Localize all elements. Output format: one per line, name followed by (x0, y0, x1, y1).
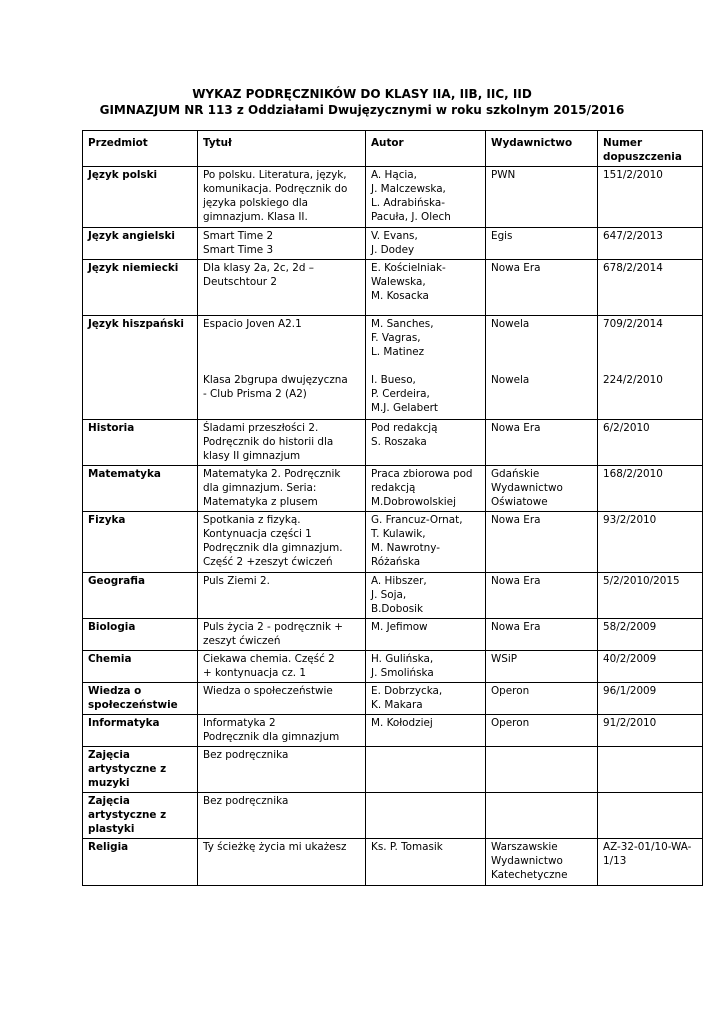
cell-text-line: 58/2/2009 (603, 621, 657, 633)
author-cell (366, 420, 486, 466)
cell-text-line: S. Roszaka (371, 436, 427, 448)
publisher-cell (486, 167, 598, 228)
table-row (83, 715, 703, 747)
cell-text-line: 6/2/2010 (603, 422, 650, 434)
publisher-cell (486, 316, 598, 420)
cell-spacer (491, 345, 592, 359)
cell-text-line: J. Dodey (371, 244, 415, 256)
cell-text-line: Matematyka (88, 468, 161, 480)
cell-text-line: P. Cerdeira, (371, 388, 430, 400)
cell-text-line: 5/2/2010/2015 (603, 575, 680, 587)
title-cell (198, 260, 366, 316)
author-cell (366, 573, 486, 619)
cell-text-line: Klasa 2bgrupa dwujęzyczna (203, 374, 348, 386)
cell-text-line: H. Gulińska, (371, 653, 434, 665)
header-author: Autor (366, 131, 486, 167)
header-approval-number (598, 131, 703, 167)
title-cell (198, 228, 366, 260)
cell-text-line: 91/2/2010 (603, 717, 657, 729)
cell-text-line: 678/2/2014 (603, 262, 663, 274)
cell-text-line: F. Vagras, (371, 332, 421, 344)
cell-text-line: społeczeństwie (88, 699, 178, 711)
cell-text-line: A. Hibszer, (371, 575, 427, 587)
subject-cell (83, 715, 198, 747)
publisher-cell (486, 715, 598, 747)
cell-text-line: Puls życia 2 - podręcznik + (203, 621, 343, 633)
table-row (83, 228, 703, 260)
cell-text-line: Po polsku. Literatura, język, (203, 169, 347, 181)
table-row (83, 573, 703, 619)
subject-cell (83, 228, 198, 260)
cell-text-line: zeszyt ćwiczeń (203, 635, 281, 647)
cell-text-line: M. Kołodziej (371, 717, 433, 729)
header-publisher: Wydawnictwo (486, 131, 598, 167)
cell-text-line: L. Matinez (371, 346, 425, 358)
cell-text-line: dla gimnazjum. Seria: (203, 482, 317, 494)
publisher-cell (486, 793, 598, 839)
table-header-row (83, 131, 703, 167)
publisher-cell (486, 683, 598, 715)
cell-text-line: klasy II gimnazjum (203, 450, 301, 462)
cell-text-line: 93/2/2010 (603, 514, 657, 526)
cell-text-line: Wiedza o (88, 685, 142, 697)
subject-cell (83, 512, 198, 573)
cell-text-line: artystyczne z (88, 809, 167, 821)
cell-text-line: Operon (491, 717, 530, 729)
document-title-line-2: GIMNAZJUM NR 113 z Oddziałami Dwujęzycznymi w roku szkolnym 2015/2016 (99, 103, 625, 117)
title-cell (198, 793, 366, 839)
cell-text-line: G. Francuz-Ornat, (371, 514, 463, 526)
table-row (83, 747, 703, 793)
cell-text-line: Nowela (491, 374, 530, 386)
title-cell (198, 420, 366, 466)
cell-text-line: Zajęcia (88, 795, 130, 807)
table-row (83, 420, 703, 466)
author-cell (366, 316, 486, 420)
title-cell (198, 651, 366, 683)
cell-spacer (603, 359, 697, 373)
approval-number-cell (598, 167, 703, 228)
subject-cell (83, 167, 198, 228)
publisher-cell (486, 512, 598, 573)
publisher-cell (486, 573, 598, 619)
table-row (83, 619, 703, 651)
approval-number-cell (598, 747, 703, 793)
cell-spacer (203, 331, 360, 345)
author-cell (366, 619, 486, 651)
author-cell (366, 167, 486, 228)
cell-text-line: Wydawnictwo (491, 855, 563, 867)
title-cell (198, 316, 366, 420)
cell-text-line: Informatyka (88, 717, 160, 729)
cell-text-line: Warszawskie (491, 841, 558, 853)
cell-text-line: Język polski (88, 169, 158, 181)
cell-text-line: 709/2/2014 (603, 318, 663, 330)
cell-text-line: M.J. Gelabert (371, 402, 438, 414)
document-title-line-1: WYKAZ PODRĘCZNIKÓW DO KLASY IIA, IIB, IIC, IID (192, 87, 532, 101)
cell-spacer (203, 345, 360, 359)
cell-text-line: Egis (491, 230, 513, 242)
table-row (83, 839, 703, 886)
cell-text-line: M. Kosacka (371, 290, 429, 302)
cell-text-line: M. Sanches, (371, 318, 434, 330)
cell-text-line: Język hiszpański (88, 318, 184, 330)
cell-text-line: T. Kulawik, (371, 528, 426, 540)
publisher-cell (486, 228, 598, 260)
publisher-cell (486, 651, 598, 683)
approval-number-cell (598, 420, 703, 466)
subject-cell (83, 747, 198, 793)
cell-text-line: E. Kościelniak- (371, 262, 446, 274)
cell-spacer (603, 331, 697, 345)
cell-text-line: Język angielski (88, 230, 175, 242)
title-cell (198, 573, 366, 619)
approval-number-cell (598, 228, 703, 260)
approval-number-cell (598, 793, 703, 839)
cell-text-line: Nowa Era (491, 422, 541, 434)
cell-text-line: Espacio Joven A2.1 (203, 318, 302, 330)
approval-number-cell (598, 651, 703, 683)
title-cell (198, 619, 366, 651)
cell-text-line: gimnazjum. Klasa II. (203, 211, 308, 223)
cell-text-line: M. Jefimow (371, 621, 428, 633)
cell-text-line: Praca zbiorowa pod (371, 468, 473, 480)
cell-text-line: Podręcznik do historii dla (203, 436, 334, 448)
cell-text-line: Różańska (371, 556, 421, 568)
title-cell (198, 167, 366, 228)
cell-text-line: Nowa Era (491, 262, 541, 274)
cell-text-line: Smart Time 3 (203, 244, 274, 256)
cell-text-line: Biologia (88, 621, 136, 633)
cell-text-line: Język niemiecki (88, 262, 179, 274)
subject-cell (83, 651, 198, 683)
author-cell (366, 793, 486, 839)
cell-text-line: L. Adrabińska- (371, 197, 445, 209)
subject-cell (83, 260, 198, 316)
header-approval-number-line: dopuszczenia (603, 151, 682, 163)
cell-text-line: Deutschtour 2 (203, 276, 277, 288)
cell-text-line: Operon (491, 685, 530, 697)
cell-text-line: Pod redakcją (371, 422, 438, 434)
author-cell (366, 747, 486, 793)
title-cell (198, 715, 366, 747)
approval-number-cell (598, 715, 703, 747)
approval-number-cell (598, 316, 703, 420)
table-row (83, 466, 703, 512)
cell-text-line: 1/13 (603, 855, 627, 867)
header-approval-number-line: Numer (603, 137, 643, 149)
cell-text-line: Podręcznik dla gimnazjum. (203, 542, 343, 554)
approval-number-cell (598, 260, 703, 316)
publisher-cell (486, 747, 598, 793)
cell-text-line: muzyki (88, 777, 130, 789)
table-row (83, 651, 703, 683)
cell-spacer (603, 345, 697, 359)
author-cell (366, 260, 486, 316)
cell-spacer (203, 359, 360, 373)
cell-text-line: Część 2 +zeszyt ćwiczeń (203, 556, 333, 568)
cell-text-line: Oświatowe (491, 496, 548, 508)
cell-text-line: Bez podręcznika (203, 795, 289, 807)
subject-cell (83, 683, 198, 715)
cell-text-line: 224/2/2010 (603, 374, 663, 386)
cell-text-line: V. Evans, (371, 230, 418, 242)
cell-text-line: M. Nawrotny- (371, 542, 440, 554)
cell-text-line: Religia (88, 841, 129, 853)
table-row (83, 683, 703, 715)
cell-text-line: Matematyka z plusem (203, 496, 318, 508)
author-cell (366, 466, 486, 512)
cell-text-line: artystyczne z (88, 763, 167, 775)
subject-cell (83, 420, 198, 466)
approval-number-cell (598, 683, 703, 715)
approval-number-cell (598, 619, 703, 651)
cell-text-line: Smart Time 2 (203, 230, 274, 242)
cell-text-line: Ks. P. Tomasik (371, 841, 443, 853)
table-row (83, 793, 703, 839)
cell-text-line: Historia (88, 422, 135, 434)
title-cell (198, 466, 366, 512)
cell-text-line: plastyki (88, 823, 135, 835)
publisher-cell (486, 466, 598, 512)
cell-text-line: Informatyka 2 (203, 717, 276, 729)
cell-text-line: WSiP (491, 653, 518, 665)
approval-number-cell (598, 839, 703, 886)
cell-text-line: 168/2/2010 (603, 468, 663, 480)
cell-text-line: Zajęcia (88, 749, 130, 761)
title-cell (198, 839, 366, 886)
cell-text-line: Dla klasy 2a, 2c, 2d – (203, 262, 314, 274)
cell-text-line: Chemia (88, 653, 132, 665)
cell-text-line: 40/2/2009 (603, 653, 657, 665)
title-cell (198, 512, 366, 573)
cell-text-line: J. Malczewska, (371, 183, 446, 195)
cell-text-line: 647/2/2013 (603, 230, 663, 242)
approval-number-cell (598, 512, 703, 573)
table-row (83, 512, 703, 573)
cell-text-line: B.Dobosik (371, 603, 424, 615)
table-row (83, 316, 703, 420)
cell-text-line: Walewska, (371, 276, 426, 288)
author-cell (366, 683, 486, 715)
header-subject: Przedmiot (83, 131, 198, 167)
cell-text-line: 96/1/2009 (603, 685, 657, 697)
publisher-cell (486, 420, 598, 466)
cell-spacer (491, 359, 592, 373)
cell-text-line: Bez podręcznika (203, 749, 289, 761)
subject-cell (83, 619, 198, 651)
cell-text-line: E. Dobrzycka, (371, 685, 443, 697)
cell-text-line: redakcją (371, 482, 416, 494)
cell-text-line: Geografia (88, 575, 146, 587)
cell-text-line: PWN (491, 169, 516, 181)
table-row (83, 167, 703, 228)
subject-cell (83, 573, 198, 619)
cell-text-line: języka polskiego dla (203, 197, 309, 209)
approval-number-cell (598, 573, 703, 619)
cell-text-line: Ty ścieżkę życia mi ukażesz (203, 841, 347, 853)
cell-text-line: K. Makara (371, 699, 423, 711)
cell-text-line: M.Dobrowolskiej (371, 496, 456, 508)
cell-text-line: komunikacja. Podręcznik do (203, 183, 348, 195)
cell-text-line: + kontynuacja cz. 1 (203, 667, 307, 679)
cell-text-line: Nowa Era (491, 514, 541, 526)
cell-text-line: Śladami przeszłości 2. (203, 422, 319, 434)
cell-text-line: J. Smolińska (371, 667, 434, 679)
cell-text-line: - Club Prisma 2 (A2) (203, 388, 307, 400)
cell-text-line: Puls Ziemi 2. (203, 575, 270, 587)
cell-text-line: Fizyka (88, 514, 126, 526)
cell-spacer (371, 359, 480, 373)
cell-text-line: AZ-32-01/10-WA- (603, 841, 692, 853)
table-row (83, 260, 703, 316)
cell-text-line: Kontynuacja części 1 (203, 528, 312, 540)
author-cell (366, 715, 486, 747)
cell-text-line: I. Bueso, (371, 374, 416, 386)
subject-cell (83, 316, 198, 420)
cell-text-line: Nowa Era (491, 621, 541, 633)
cell-text-line: Spotkania z fizyką. (203, 514, 301, 526)
cell-text-line: Pacuła, J. Olech (371, 211, 451, 223)
cell-text-line: Nowa Era (491, 575, 541, 587)
title-cell (198, 683, 366, 715)
cell-text-line: Wydawnictwo (491, 482, 563, 494)
author-cell (366, 651, 486, 683)
title-cell (198, 747, 366, 793)
approval-number-cell (598, 466, 703, 512)
subject-cell (83, 466, 198, 512)
cell-text-line: J. Soja, (371, 589, 407, 601)
cell-spacer (491, 331, 592, 345)
cell-text-line: Gdańskie (491, 468, 540, 480)
publisher-cell (486, 619, 598, 651)
publisher-cell (486, 839, 598, 886)
cell-text-line: A. Hącia, (371, 169, 417, 181)
cell-text-line: Katechetyczne (491, 869, 568, 881)
cell-text-line: Podręcznik dla gimnazjum (203, 731, 340, 743)
cell-text-line: Ciekawa chemia. Część 2 (203, 653, 335, 665)
cell-text-line: Matematyka 2. Podręcznik (203, 468, 341, 480)
publisher-cell (486, 260, 598, 316)
subject-cell (83, 839, 198, 886)
cell-text-line: 151/2/2010 (603, 169, 663, 181)
cell-text-line: Wiedza o społeczeństwie (203, 685, 333, 697)
author-cell (366, 228, 486, 260)
header-title: Tytuł (198, 131, 366, 167)
cell-text-line: Nowela (491, 318, 530, 330)
author-cell (366, 512, 486, 573)
table-body (83, 167, 703, 886)
textbook-table (82, 130, 703, 886)
author-cell (366, 839, 486, 886)
subject-cell (83, 793, 198, 839)
